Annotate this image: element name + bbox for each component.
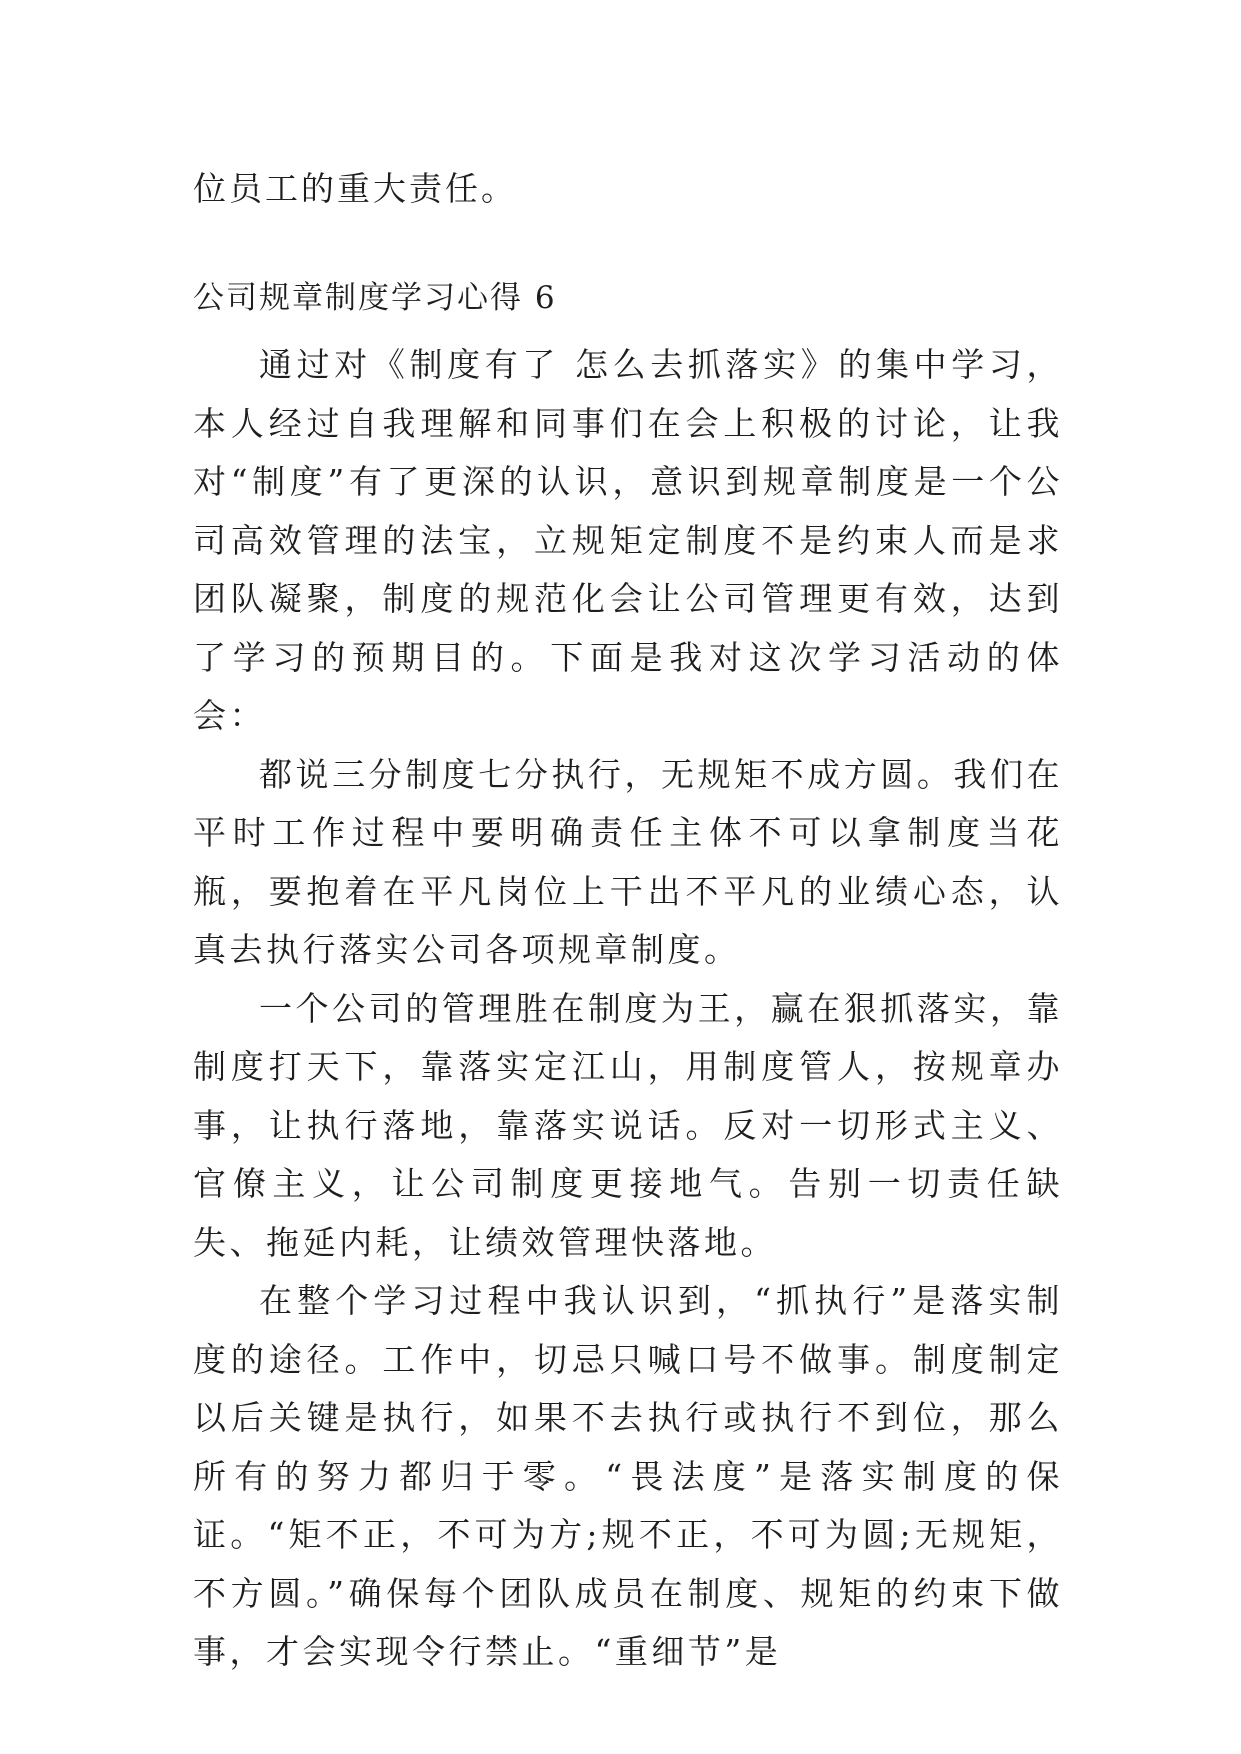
continuation-line: 位员工的重大责任。 [193,169,517,208]
paragraph: 在整个学习过程中我认识到，“抓执行”是落实制度的途径。工作中，切忌只喊口号不做事。制度制定以后关键是执行，如果不去执行或执行不到位，那么所有的努力都归于零。“畏法度”是落实制度的保证。“矩不正，不可为方;规不正，不可为圆;无规矩，不方圆。”确保每个团队成员在制度、规矩的约束下做事，才会实现令行禁止。“重细节”是 [193,1281,1063,1671]
paragraph: 一个公司的管理胜在制度为王，赢在狠抓落实，靠制度打天下，靠落实定江山，用制度管人，按规章办事，让执行落地，靠落实说话。反对一切形式主义、官僚主义，让公司制度更接地气。告别一切责任缺失、拖延内耗，让绩效管理快落地。 [193,988,1063,1262]
paragraph: 都说三分制度七分执行，无规矩不成方圆。我们在平时工作过程中要明确责任主体不可以拿制度当花瓶，要抱着在平凡岗位上干出不平凡的业绩心态，认真去执行落实公司各项规章制度。 [193,754,1063,969]
body-text [193,336,1063,1682]
section-heading: 公司规章制度学习心得 6 [193,280,557,316]
paragraph: 通过对《制度有了 怎么去抓落实》的集中学习，本人经过自我理解和同事们在会上积极的讨论，让我对“制度”有了更深的认识，意识到规章制度是一个公司高效管理的法宝，立规矩定制度不是约束人而是求团队凝聚，制度的规范化会让公司管理更有效，达到了学习的预期目的。下面是我对这次学习活动的体会： [193,345,1063,735]
